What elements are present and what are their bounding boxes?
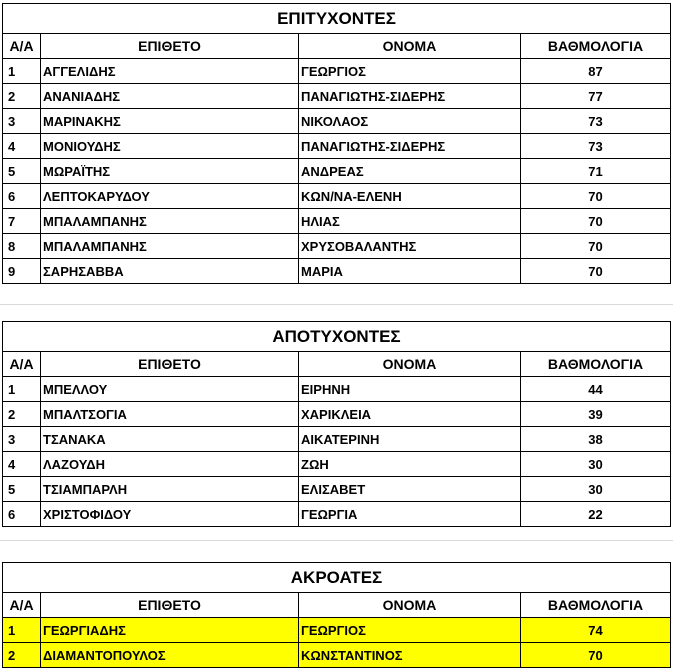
section-title: ΑΚΡΟΑΤΕΣ: [3, 563, 671, 593]
cell-surname: ΛΑΖΟΥΔΗ: [41, 452, 299, 477]
table-row: [3, 477, 671, 502]
col-header-score: ΒΑΘΜΟΛΟΓΙΑ: [521, 34, 671, 59]
col-header-idx: Α/Α: [3, 593, 41, 618]
table-row: [3, 184, 671, 209]
cell-surname: ΤΣΑΝΑΚΑ: [41, 427, 299, 452]
section-title: ΕΠΙΤΥΧΟΝΤΕΣ: [3, 4, 671, 34]
cell-score: 71: [521, 159, 671, 184]
cell-score: 38: [521, 427, 671, 452]
cell-idx: 6: [3, 502, 41, 527]
cell-surname: ΔΙΑΜΑΝΤΟΠΟΥΛΟΣ: [41, 643, 299, 668]
col-header-name: ΟΝΟΜΑ: [299, 34, 521, 59]
cell-score: 77: [521, 84, 671, 109]
table-row: [3, 159, 671, 184]
cell-surname: ΜΑΡΙΝΑΚΗΣ: [41, 109, 299, 134]
table-row: [3, 59, 671, 84]
table-row: [3, 502, 671, 527]
cell-idx: 7: [3, 209, 41, 234]
cell-name: ΠΑΝΑΓΙΩΤΗΣ-ΣΙΔΕΡΗΣ: [299, 84, 521, 109]
table-row: [3, 209, 671, 234]
table-row: [3, 427, 671, 452]
col-header-name: ΟΝΟΜΑ: [299, 352, 521, 377]
cell-score: 30: [521, 452, 671, 477]
cell-idx: 2: [3, 84, 41, 109]
cell-idx: 1: [3, 377, 41, 402]
cell-score: 70: [521, 259, 671, 284]
cell-name: ΗΛΙΑΣ: [299, 209, 521, 234]
sheet-gridline: [0, 540, 673, 541]
table-row: [3, 84, 671, 109]
cell-idx: 9: [3, 259, 41, 284]
cell-name: ΓΕΩΡΓΙΟΣ: [299, 618, 521, 643]
col-header-idx: Α/Α: [3, 34, 41, 59]
table-row: [3, 134, 671, 159]
table-row: [3, 109, 671, 134]
table-row: [3, 377, 671, 402]
col-header-score: ΒΑΘΜΟΛΟΓΙΑ: [521, 352, 671, 377]
cell-idx: 4: [3, 452, 41, 477]
cell-score: 30: [521, 477, 671, 502]
cell-name: ΧΑΡΙΚΛΕΙΑ: [299, 402, 521, 427]
cell-surname: ΑΝΑΝΙΑΔΗΣ: [41, 84, 299, 109]
cell-score: 39: [521, 402, 671, 427]
col-header-surname: ΕΠΙΘΕΤΟ: [41, 34, 299, 59]
cell-surname: ΜΩΡΑΪΤΗΣ: [41, 159, 299, 184]
cell-idx: 2: [3, 643, 41, 668]
cell-surname: ΜΠΑΛΑΜΠΑΝΗΣ: [41, 209, 299, 234]
cell-idx: 4: [3, 134, 41, 159]
cell-score: 73: [521, 109, 671, 134]
cell-score: 70: [521, 234, 671, 259]
table-row: [3, 402, 671, 427]
cell-score: 70: [521, 209, 671, 234]
cell-name: ΑΝΔΡΕΑΣ: [299, 159, 521, 184]
col-header-surname: ΕΠΙΘΕΤΟ: [41, 352, 299, 377]
cell-name: ΑΙΚΑΤΕΡΙΝΗ: [299, 427, 521, 452]
table-row-highlighted: [3, 643, 671, 668]
table-row: [3, 259, 671, 284]
cell-score: 70: [521, 184, 671, 209]
cell-surname: ΜΠΕΛΛΟΥ: [41, 377, 299, 402]
table-failed: [2, 321, 671, 527]
sheet-gridline: [0, 304, 673, 305]
cell-idx: 8: [3, 234, 41, 259]
cell-idx: 5: [3, 477, 41, 502]
cell-name: ΜΑΡΙΑ: [299, 259, 521, 284]
cell-surname: ΜΠΑΛΤΣΟΓΙΑ: [41, 402, 299, 427]
cell-idx: 1: [3, 618, 41, 643]
cell-name: ΓΕΩΡΓΙΟΣ: [299, 59, 521, 84]
cell-surname: ΛΕΠΤΟΚΑΡΥΔΟΥ: [41, 184, 299, 209]
cell-surname: ΣΑΡΗΣΑΒΒΑ: [41, 259, 299, 284]
table-successful: [2, 3, 671, 284]
cell-surname: ΧΡΙΣΤΟΦΙΔΟΥ: [41, 502, 299, 527]
section-title: ΑΠΟΤΥΧΟΝΤΕΣ: [3, 322, 671, 352]
cell-name: ΧΡΥΣΟΒΑΛΑΝΤΗΣ: [299, 234, 521, 259]
cell-name: ΓΕΩΡΓΙΑ: [299, 502, 521, 527]
col-header-name: ΟΝΟΜΑ: [299, 593, 521, 618]
cell-name: ΕΙΡΗΝΗ: [299, 377, 521, 402]
cell-idx: 2: [3, 402, 41, 427]
cell-score: 87: [521, 59, 671, 84]
cell-surname: ΑΓΓΕΛΙΔΗΣ: [41, 59, 299, 84]
cell-name: ΚΩΝΣΤΑΝΤΙΝΟΣ: [299, 643, 521, 668]
cell-idx: 5: [3, 159, 41, 184]
table-row: [3, 452, 671, 477]
cell-score: 70: [521, 643, 671, 668]
table-auditors: [2, 562, 671, 668]
cell-surname: ΤΣΙΑΜΠΑΡΛΗ: [41, 477, 299, 502]
cell-idx: 1: [3, 59, 41, 84]
cell-score: 22: [521, 502, 671, 527]
cell-name: ΚΩΝ/ΝΑ-ΕΛΕΝΗ: [299, 184, 521, 209]
cell-score: 44: [521, 377, 671, 402]
cell-score: 74: [521, 618, 671, 643]
col-header-idx: Α/Α: [3, 352, 41, 377]
col-header-surname: ΕΠΙΘΕΤΟ: [41, 593, 299, 618]
table-row-highlighted: [3, 618, 671, 643]
cell-name: ΖΩΗ: [299, 452, 521, 477]
cell-name: ΠΑΝΑΓΙΩΤΗΣ-ΣΙΔΕΡΗΣ: [299, 134, 521, 159]
cell-score: 73: [521, 134, 671, 159]
cell-name: ΝΙΚΟΛΑΟΣ: [299, 109, 521, 134]
col-header-score: ΒΑΘΜΟΛΟΓΙΑ: [521, 593, 671, 618]
cell-surname: ΜΠΑΛΑΜΠΑΝΗΣ: [41, 234, 299, 259]
cell-name: ΕΛΙΣΑΒΕΤ: [299, 477, 521, 502]
table-row: [3, 234, 671, 259]
cell-surname: ΓΕΩΡΓΙΑΔΗΣ: [41, 618, 299, 643]
cell-surname: ΜΟΝΙΟΥΔΗΣ: [41, 134, 299, 159]
cell-idx: 3: [3, 427, 41, 452]
cell-idx: 3: [3, 109, 41, 134]
cell-idx: 6: [3, 184, 41, 209]
